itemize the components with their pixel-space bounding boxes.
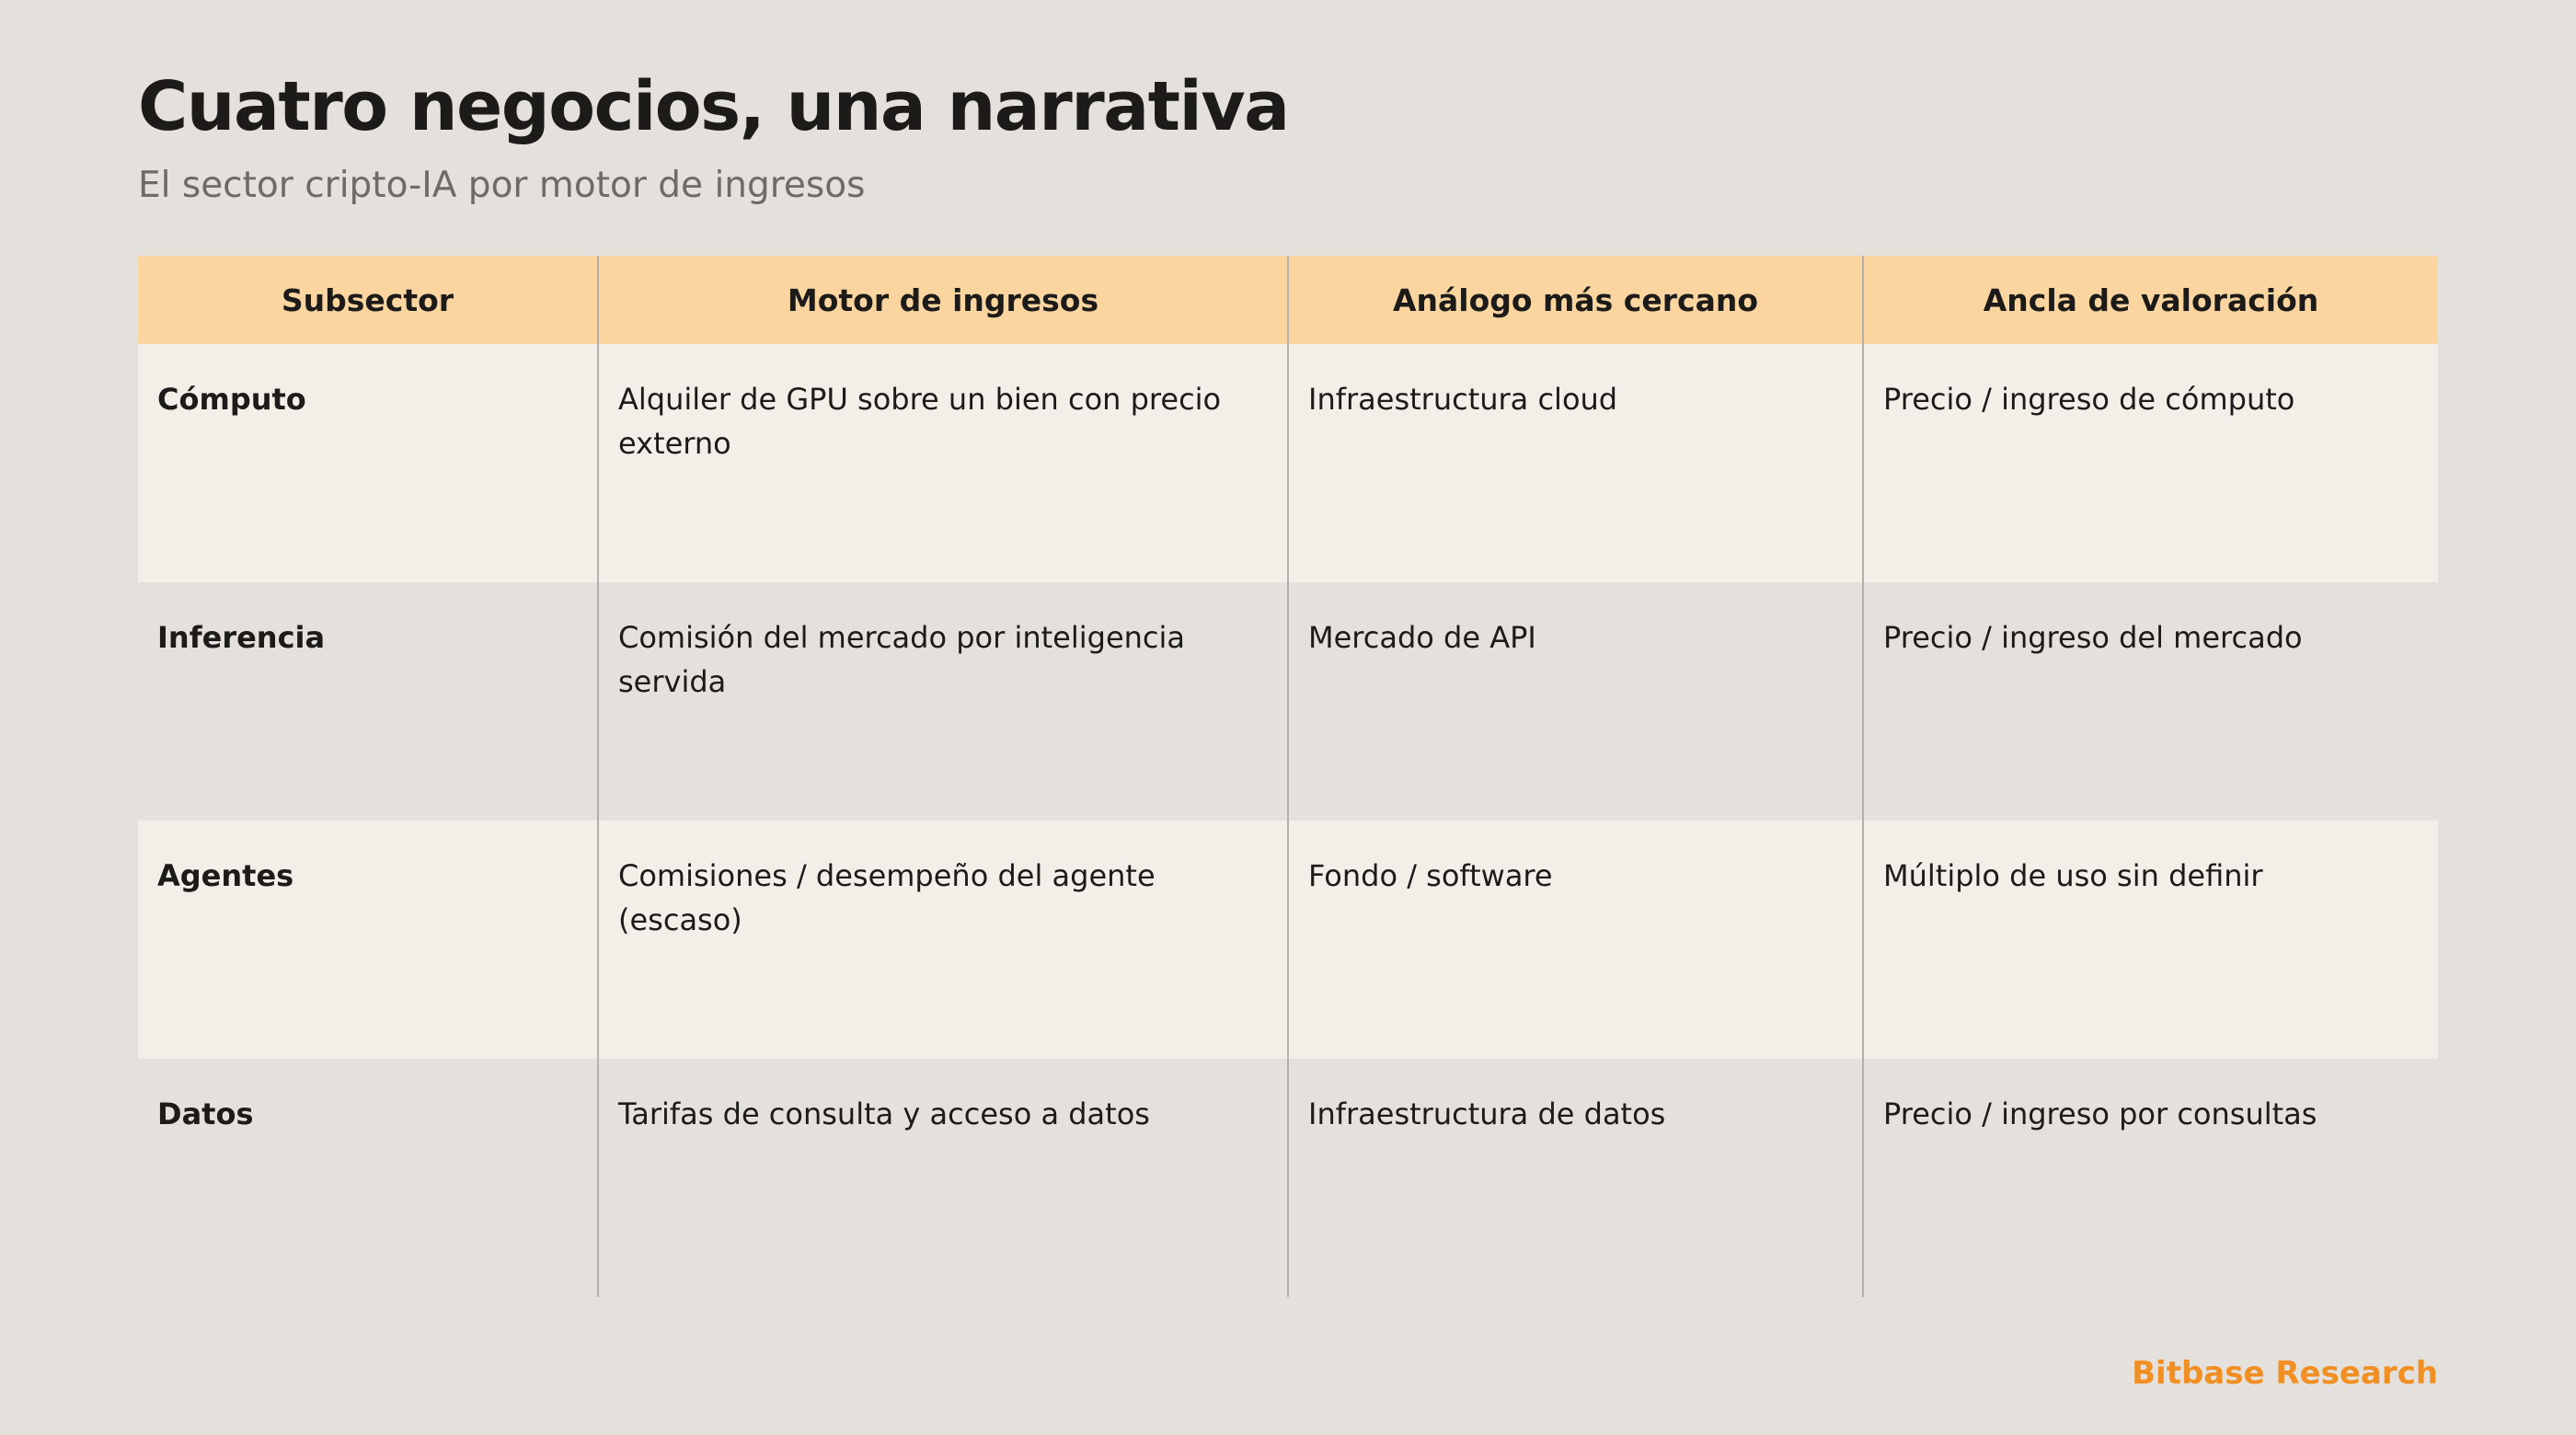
subsector-cell: Inferencia (138, 582, 598, 821)
valuation-anchor-cell: Precio / ingreso del mercado (1863, 582, 2438, 821)
valuation-anchor-cell: Múltiplo de uso sin definir (1863, 821, 2438, 1059)
subsector-cell: Cómputo (138, 344, 598, 582)
table-header-row (138, 256, 2438, 344)
valuation-anchor-cell: Precio / ingreso de cómputo (1863, 344, 2438, 582)
page-subtitle: El sector cripto-IA por motor de ingresos (138, 165, 866, 206)
closest-analog-cell: Mercado de API (1288, 582, 1863, 821)
closest-analog-cell: Infraestructura cloud (1288, 344, 1863, 582)
table-row (138, 582, 2438, 821)
closest-analog-cell: Fondo / software (1288, 821, 1863, 1059)
page-title: Cuatro negocios, una narrativa (138, 67, 1289, 146)
column-header-subsector: Subsector (138, 256, 598, 344)
closest-analog-cell: Infraestructura de datos (1288, 1059, 1863, 1297)
revenue-engine-cell: Comisiones / desempeño del agente (escaso) (598, 821, 1288, 1059)
subsector-cell: Datos (138, 1059, 598, 1297)
table-row (138, 344, 2438, 582)
column-header-valuation-anchor: Ancla de valoración (1863, 256, 2438, 344)
revenue-engine-cell: Tarifas de consulta y acceso a datos (598, 1059, 1288, 1297)
table-row (138, 821, 2438, 1059)
valuation-anchor-cell: Precio / ingreso por consultas (1863, 1059, 2438, 1297)
subsector-cell: Agentes (138, 821, 598, 1059)
revenue-engine-cell: Comisión del mercado por inteligencia servida (598, 582, 1288, 821)
revenue-engine-cell: Alquiler de GPU sobre un bien con precio externo (598, 344, 1288, 582)
column-header-closest-analog: Análogo más cercano (1288, 256, 1863, 344)
brand-footer: Bitbase Research (2132, 1355, 2438, 1392)
table-row (138, 1059, 2438, 1297)
column-header-revenue-engine: Motor de ingresos (598, 256, 1288, 344)
revenue-engine-table (138, 256, 2438, 1297)
